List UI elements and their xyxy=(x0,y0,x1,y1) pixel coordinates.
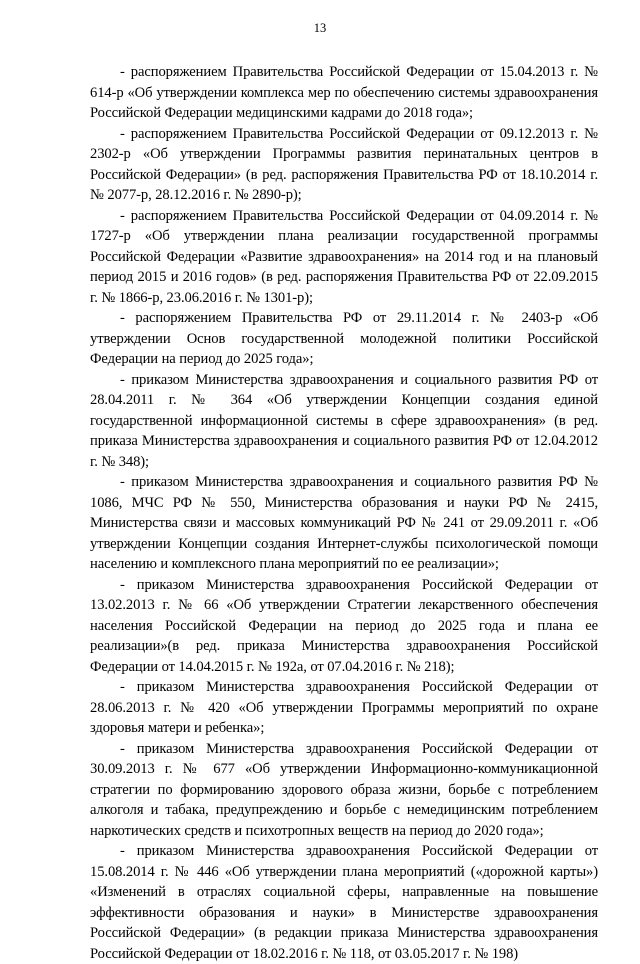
document-body xyxy=(90,62,598,964)
list-item-decree-364: - приказом Министерства здравоохранения и социального развития РФ от 28.04.2011 г. № 364 «Об утверждении Концепции создания единой государственной информационной системы в сфере здравоохранения» (в ред. приказа Министерства здравоохранения и социального развития РФ от 12.04.2012 г. № 348); xyxy=(90,371,598,470)
list-item-order-2302r: - распоряжением Правительства Российской Федерации от 09.12.2013 г. № 2302-р «Об утверждении Программы развития перинатальных центров в Российской Федерации» (в ред. распоряжения Правительства РФ от 18.10.2014 г. № 2077-р, 28.12.2016 г. № 2890-р); xyxy=(90,125,598,203)
list-item-order-2403r: - распоряжением Правительства РФ от 29.11.2014 г. № 2403-р «Об утверждении Основ государственной молодежной политики Российской Федерации на период до 2025 года»; xyxy=(90,310,598,367)
list-item-decree-446: - приказом Министерства здравоохранения Российской Федерации от 15.08.2014 г. № 446 «Об утверждении плана мероприятий («дорожной карты») «Изменений в отраслях социальной сферы, направленные на повышение эффективности образования и науки» в Министерстве здравоохранения Российской Федерации» (в редакции приказа Министерства здравоохранения Российской Федерации от 18.02.2016 г. № 118, от 03.05.2017 г. № 198) xyxy=(90,843,598,962)
list-item-order-614r: - распоряжением Правительства Российской Федерации от 15.04.2013 г. № 614-р «Об утверждении комплекса мер по обеспечению системы здравоохранения Российской Федерации медицинскими кадрами до 2018 года»; xyxy=(90,64,598,121)
list-item-decree-420: - приказом Министерства здравоохранения Российской Федерации от 28.06.2013 г. № 420 «Об утверждении Программы мероприятий по охране здоровья матери и ребенка»; xyxy=(90,679,598,736)
list-item-decree-677: - приказом Министерства здравоохранения Российской Федерации от 30.09.2013 г. № 677 «Об утверждении Информационно-коммуникационной стратегии по формированию здорового образа жизни, борьбе с потреблением алкоголя и табака, предупреждению и борьбе с немедицинским потреблением наркотических средств и психотропных веществ на период до 2020 года»; xyxy=(90,740,598,839)
list-item-decree-1086: - приказом Министерства здравоохранения и социального развития РФ № 1086, МЧС РФ № 550, Министерства образования и науки РФ № 2415, Министерства связи и массовых коммуникаций РФ № 241 от 29.09.2011 г. «Об утверждении Концепции создания Интернет-службы психологической помощи населению и комплексного плана мероприятий по ее реализации»; xyxy=(90,474,598,572)
list-item-order-1727r: - распоряжением Правительства Российской Федерации от 04.09.2014 г. № 1727-р «Об утверждении плана реализации государственной программы Российской Федерации «Развитие здравоохранения» на 2014 год и на плановый период 2015 и 2016 годов» (в ред. распоряжения Правительства РФ от 22.09.2015 г. № 1866-р, 23.06.2016 г. № 1301-р); xyxy=(90,207,598,306)
list-item-decree-66: - приказом Министерства здравоохранения Российской Федерации от 13.02.2013 г. № 66 «Об утверждении Стратегии лекарственного обеспечения населения Российской Федерации на период до 2025 года и плана ее реализации»(в ред. приказа Министерства здравоохранения Российской Федерации от 14.04.2015 г. № 192а, от 07.04.2016 г. № 218); xyxy=(90,576,598,675)
page-number: 13 xyxy=(313,21,327,35)
